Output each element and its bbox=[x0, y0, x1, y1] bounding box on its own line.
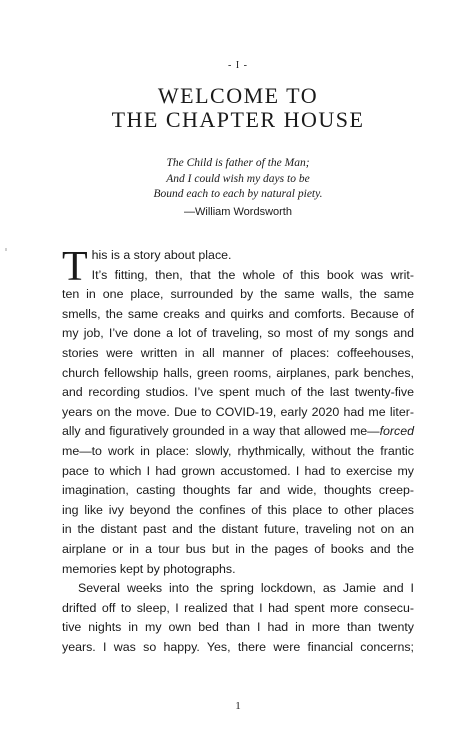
chapter-number: - I - bbox=[228, 60, 248, 71]
body-line: church fellowship halls, green rooms, airplanes, park benches, bbox=[62, 365, 414, 380]
chapter-title-line-2: THE CHAPTER HOUSE bbox=[111, 107, 365, 132]
epigraph-line-3: Bound each to each by natural piety. bbox=[153, 188, 323, 200]
body-line: imagination, casting thoughts far and wide, thoughts creep- bbox=[62, 483, 414, 498]
body-line-emphasis bbox=[62, 422, 414, 442]
chapter-body bbox=[62, 246, 414, 657]
body-line: ing like ivy beyond the confines of this place to other places bbox=[62, 502, 414, 517]
page-number: 1 bbox=[235, 700, 241, 712]
chapter-title-line-1: WELCOME TO bbox=[157, 83, 319, 108]
epigraph-line-2: And I could wish my days to be bbox=[166, 172, 310, 185]
body-line: tive nights in my own bed than I had in more than twenty bbox=[62, 620, 414, 635]
body-line: airplane or in a tour bus but in the pages of books and the bbox=[62, 541, 414, 556]
paragraph-2 bbox=[62, 266, 414, 580]
scan-fleck bbox=[5, 248, 7, 251]
body-line: and recording studios. I’ve spent much of the last twenty-five bbox=[62, 385, 414, 400]
body-line: ten in one place, surrounded by the same walls, the same bbox=[62, 287, 414, 302]
body-line: years. I was so happy. Yes, there were financial concerns; bbox=[62, 639, 414, 654]
body-line: Several weeks into the spring lockdown, as Jamie and I bbox=[78, 581, 414, 596]
body-line: years on the move. Due to COVID-19, early 2020 had me liter- bbox=[62, 404, 414, 419]
body-line: in the distant past and the distant future, traveling not on an bbox=[62, 522, 414, 537]
chapter-title bbox=[0, 84, 476, 132]
body-line: It’s fitting, then, that the whole of this book was writ- bbox=[91, 267, 414, 282]
body-line: my job, I’ve done a lot of traveling, so most of my songs and bbox=[62, 326, 414, 341]
body-line: his is a story about place. bbox=[91, 248, 232, 262]
body-line: drifted off to sleep, I realized that I had spent more consecu- bbox=[62, 600, 414, 615]
epigraph-line-1: The Child is father of the Man; bbox=[166, 157, 310, 169]
emphasis-forced: forced bbox=[379, 424, 414, 439]
body-line: stories were written in all manner of places: coffeehouses, bbox=[62, 345, 414, 360]
body-line: smells, the same creaks and quirks and comforts. Because of bbox=[62, 306, 414, 321]
body-line: memories kept by photographs. bbox=[62, 561, 236, 576]
body-line: me—to work in place: slowly, rhythmically, without the frantic bbox=[62, 443, 414, 458]
body-line: pace to which I had grown accustomed. I had to exercise my bbox=[62, 463, 414, 478]
drop-cap: T bbox=[62, 244, 88, 290]
body-line-segment: ally and figuratively grounded in a way that allowed me— bbox=[62, 424, 380, 439]
epigraph bbox=[0, 156, 476, 203]
epigraph-attribution: —William Wordsworth bbox=[184, 206, 292, 218]
paragraph-3 bbox=[62, 579, 414, 657]
